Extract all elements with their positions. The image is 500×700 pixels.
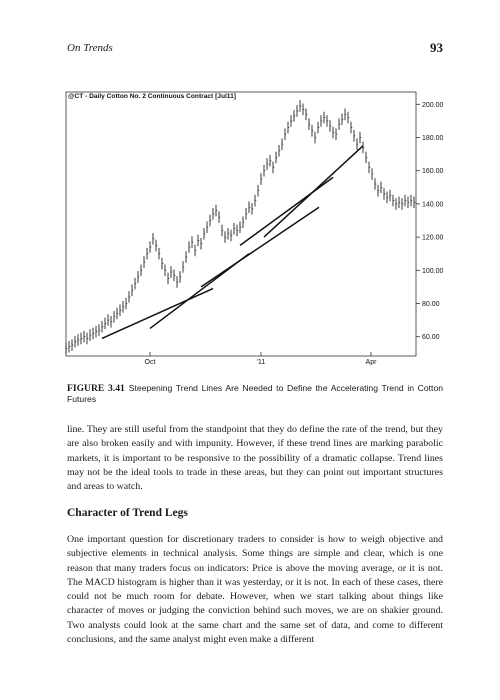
body-paragraph-2: One important question for discretionary traders to consider is how to weigh objective and subjective elements in technical analysis. Some things are simple and clear, which is one reason that many traders focus on indicators: Price is above the moving average, or it is not. The MACD histogram is higher than it was yesterday, or it is not. In each of these cases, there could not be much room for debate. However, when we start talking about things like character of moves or judging the conviction behind such moves, we are on shakier ground. Two analysts could look at the same chart and the same set of data, and come to different conclusions, and the same analyst might even make a different [67,534,443,646]
y-tick-label: 60.00 [422,334,440,342]
cotton-futures-chart [60,86,444,378]
y-tick-label: 80.00 [422,301,440,309]
y-tick-label: 100.00 [422,267,444,275]
body-paragraph-1: line. They are still useful from the standpoint that they do define the rate of the trend, but they are also broken easily and with impunity. However, if these trend lines are marking parabolic markets, it is important to be responsive to the possibility of a dramatic collapse. Trend lines may not be the ideal tools to trade in these areas, but they can point out important structures and areas to watch. [67,424,443,493]
figure-label: FIGURE 3.41 [67,383,125,394]
x-tick-label: '11 [256,359,266,366]
y-tick-label: 160.00 [422,168,444,176]
page-number: 93 [430,40,443,55]
figure-caption-text: Steepening Trend Lines Are Needed to Define the Accelerating Trend in Cotton Futures [67,383,444,404]
x-tick-label: Apr [365,359,377,366]
section-heading: Character of Trend Legs [67,507,188,519]
trend-line [264,146,363,237]
running-head: On Trends [67,42,113,54]
figure-caption [67,383,443,405]
x-tick-label: Oct [144,359,156,366]
y-tick-label: 180.00 [422,135,444,143]
y-tick-label: 140.00 [422,201,444,209]
chart-title: @CT - Daily Cotton No. 2 Continuous Contract [Jul11] [68,93,236,100]
trend-line [240,177,333,245]
trend-line [102,289,213,339]
chart-canvas [60,86,444,378]
plot-frame [66,92,416,356]
y-tick-label: 200.00 [422,101,444,109]
y-tick-label: 120.00 [422,234,444,242]
